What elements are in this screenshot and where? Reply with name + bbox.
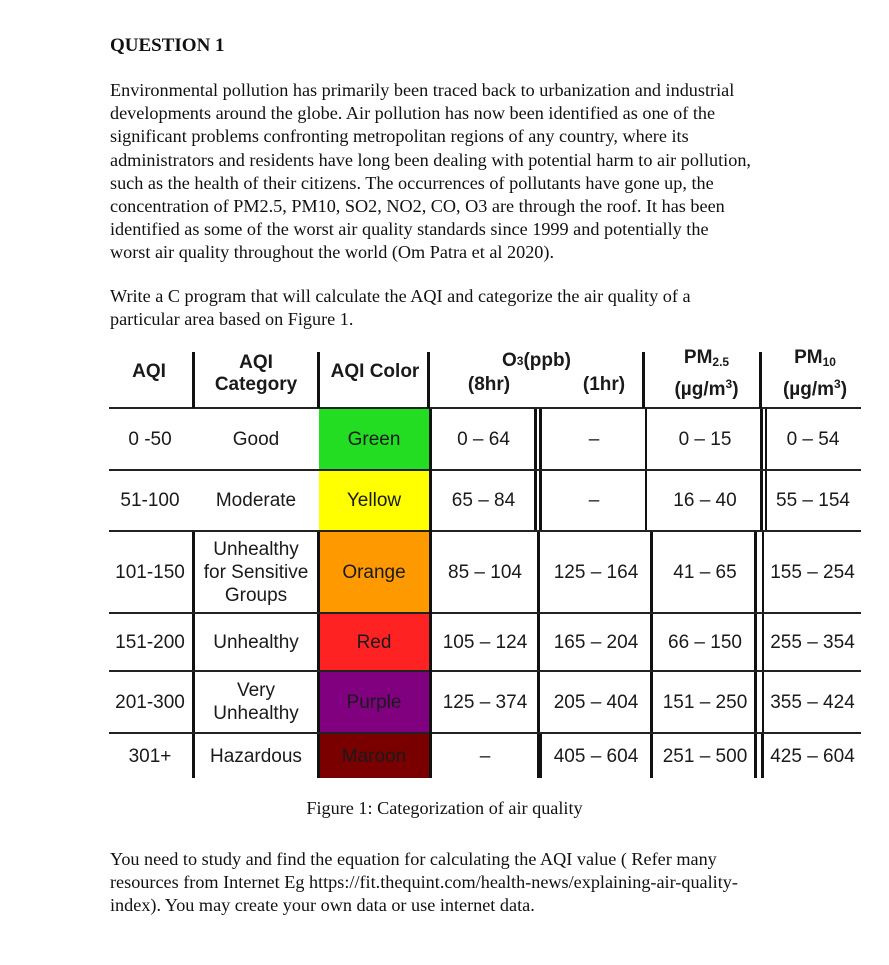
cell-pm25: 251 – 500	[662, 745, 748, 767]
unit-text: )	[840, 379, 848, 400]
text-line: Write a C program that will calculate the AQI and categorize the air quality of a	[110, 286, 691, 306]
column-divider	[192, 352, 195, 408]
header-pm25-unit	[674, 373, 738, 401]
header-o3-main: O	[502, 350, 517, 371]
header-pm25	[654, 348, 759, 400]
task-paragraph	[110, 285, 830, 331]
cell-category	[195, 672, 317, 732]
header-category-line: AQI	[239, 352, 273, 373]
cell-o3-1hr: –	[588, 428, 600, 450]
text-line: particular area based on Figure 1.	[110, 309, 354, 330]
header-pm25-sub: 2.5	[712, 355, 730, 369]
aqi-category-table	[109, 346, 861, 778]
text-line: developments around the globe. Air pollution has now been identified as one of the	[110, 103, 716, 124]
cell-pm10: 425 – 604	[770, 745, 855, 767]
text-line: significant problems confronting metropolitan regions of any country, where its	[110, 126, 689, 147]
text-line: identified as some of the worst air quality standards since 1999 and potentially the	[110, 219, 709, 240]
cell-aqi-range: 51-100	[120, 490, 180, 511]
text-line: Environmental pollution has primarily been traced back to urbanization and industrial	[110, 80, 735, 100]
unit-text: (µg/m	[674, 379, 726, 400]
cell-color-name: Purple	[346, 691, 402, 713]
cell-o3-1hr: 405 – 604	[553, 745, 639, 767]
unit-text: )	[732, 379, 739, 400]
category-line: Very	[236, 680, 276, 701]
cell-pm10: 0 – 54	[786, 428, 840, 450]
text-line: administrators and residents have long been dealing with potential harm to air pollution,	[110, 149, 751, 170]
cell-pm10: 355 – 424	[770, 691, 855, 713]
cell-color-name: Green	[347, 428, 401, 450]
cell-o3-1hr: 125 – 164	[553, 561, 639, 583]
cell-o3-8hr: 65 – 84	[451, 490, 516, 511]
cell-pm10: 255 – 354	[770, 631, 855, 653]
text-line: worst air quality throughout the world (Om Patra et al 2020).	[110, 242, 554, 263]
text-line: You need to study and find the equation for calculating the AQI value ( Refer many	[110, 849, 717, 869]
cell-color-name: Maroon	[341, 745, 407, 767]
category-line: Unhealthy	[213, 703, 299, 724]
unit-text: (µg/m	[782, 379, 835, 400]
cell-aqi-range: 101-150	[115, 561, 185, 583]
cell-o3-1hr: 205 – 404	[553, 691, 639, 713]
header-color: AQI Color	[330, 361, 420, 382]
cell-o3-1hr: –	[588, 490, 600, 511]
note-paragraph	[110, 848, 830, 918]
unit-sup: 3	[725, 377, 733, 391]
cell-color-name: Yellow	[346, 490, 402, 511]
category-line: Unhealthy	[213, 538, 299, 560]
cell-color-name: Red	[356, 631, 392, 653]
cell-o3-8hr: 125 – 374	[442, 691, 528, 713]
cell-pm25: 66 – 150	[668, 631, 742, 653]
cell-pm25: 41 – 65	[673, 561, 737, 583]
cell-pm10: 155 – 254	[770, 561, 855, 583]
header-o3-unit: (ppb)	[523, 350, 571, 371]
column-divider	[759, 352, 762, 408]
category-line: for Sensitive	[203, 561, 309, 583]
unit-sup: 3	[834, 377, 841, 391]
text-line: index). You may create your own data or use internet data.	[110, 895, 535, 916]
cell-color-name: Orange	[342, 561, 406, 583]
cell-aqi-range: 0 -50	[128, 428, 172, 450]
header-o3	[429, 348, 644, 374]
cell-aqi-range: 201-300	[115, 691, 185, 713]
cell-aqi-range: 301+	[128, 745, 172, 767]
header-o3-sub: 3	[516, 354, 524, 368]
text-line: such as the health of their citizens. The occurrences of pollutants have gone up, the	[110, 172, 714, 193]
header-o3-1hr: (1hr)	[582, 374, 626, 395]
header-aqi: AQI	[132, 361, 166, 382]
cell-pm25: 0 – 15	[678, 428, 732, 450]
cell-category: Hazardous	[210, 745, 302, 767]
header-pm10-unit	[783, 373, 847, 401]
cell-o3-8hr: 85 – 104	[448, 561, 522, 583]
figure-caption: Figure 1: Categorization of air quality	[306, 798, 583, 818]
category-line: Groups	[224, 584, 288, 606]
header-category-line: Category	[214, 374, 298, 395]
intro-paragraph	[110, 79, 830, 265]
question-title: QUESTION 1	[110, 35, 225, 56]
cell-pm25: 16 – 40	[673, 490, 737, 511]
header-pm10	[769, 348, 861, 400]
cell-pm10: 55 – 154	[776, 490, 850, 511]
header-o3-8hr: (8hr)	[467, 374, 511, 395]
cell-pm25: 151 – 250	[662, 691, 748, 713]
cell-o3-8hr: 0 – 64	[457, 428, 510, 450]
text-line: concentration of PM2.5, PM10, SO2, NO2, CO, O3 are through the roof. It has been	[110, 196, 725, 217]
header-pm10-name	[794, 347, 836, 373]
cell-category: Good	[232, 428, 280, 450]
header-pm25-name	[684, 347, 729, 373]
text-line: resources from Internet Eg https://fit.thequint.com/health-news/explaining-air-quality-	[110, 872, 738, 893]
cell-aqi-range: 151-200	[115, 631, 185, 653]
header-pm25-main: PM	[683, 347, 713, 368]
cell-category: Unhealthy	[213, 631, 299, 653]
cell-o3-1hr: 165 – 204	[553, 631, 639, 653]
cell-o3-8hr: –	[479, 745, 491, 767]
header-category	[197, 348, 315, 400]
header-pm10-main: PM	[794, 347, 823, 368]
cell-category	[195, 532, 317, 612]
cell-o3-8hr: 105 – 124	[442, 631, 528, 653]
header-pm10-sub: 10	[822, 355, 836, 369]
cell-category: Moderate	[215, 490, 297, 511]
